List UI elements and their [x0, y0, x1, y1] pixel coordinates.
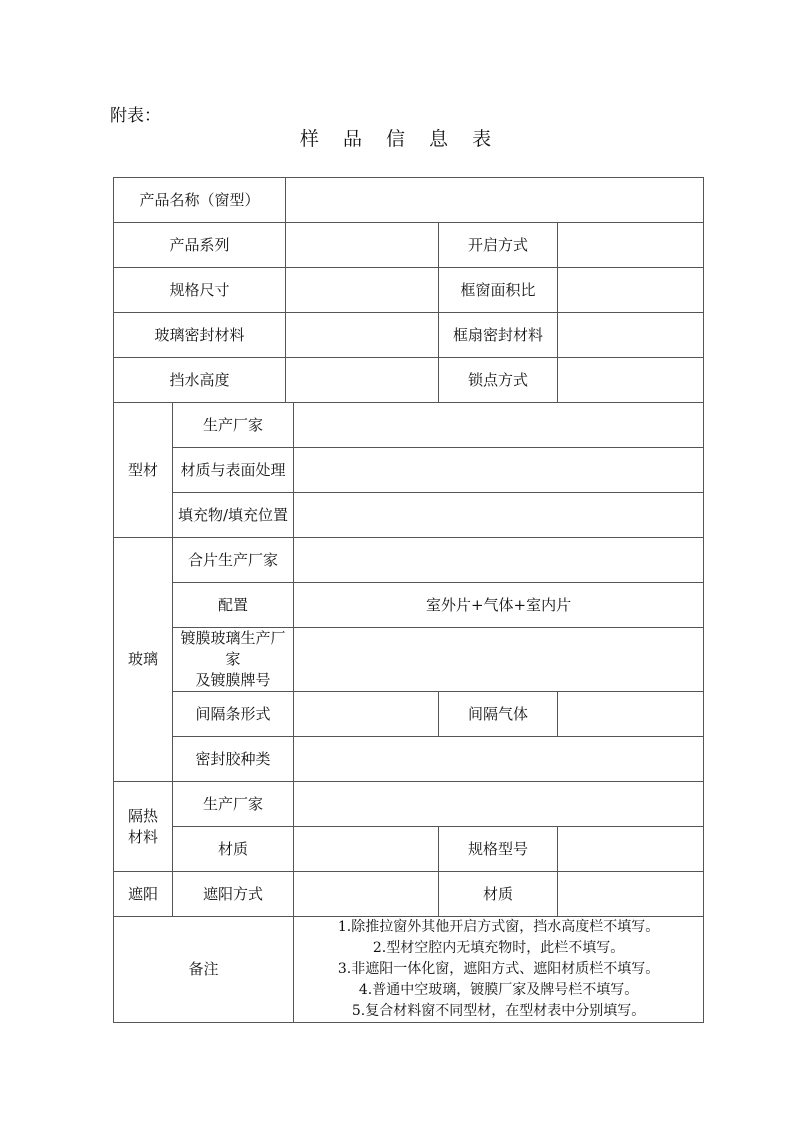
glass-config-label: 配置: [173, 583, 294, 628]
row-water-height: [114, 358, 704, 403]
row-series: [114, 223, 704, 268]
row-insulation-material: [114, 827, 704, 872]
insulation-model-field[interactable]: [558, 827, 704, 872]
opening-method-field[interactable]: [558, 223, 704, 268]
sealant-label: 密封胶种类: [173, 737, 294, 782]
remarks-label: 备注: [114, 917, 294, 1023]
remark-note-1: 1.除推拉窗外其他开启方式窗，挡水高度栏不填写。: [337, 919, 660, 935]
frame-window-ratio-field[interactable]: [558, 268, 704, 313]
row-profile-filler: [114, 493, 704, 538]
coated-glass-label-line1: 镀膜玻璃生产厂家: [180, 629, 286, 668]
laminate-manufacturer-field[interactable]: [294, 538, 704, 583]
insulation-manufacturer-label: 生产厂家: [173, 782, 294, 827]
profile-material-field[interactable]: [294, 448, 704, 493]
row-insulation-manufacturer: [114, 782, 704, 827]
product-series-label: 产品系列: [114, 223, 286, 268]
insulation-material-field[interactable]: [294, 827, 439, 872]
frame-sash-seal-label: 框扇密封材料: [439, 313, 558, 358]
row-sealant: [114, 737, 704, 782]
insulation-group-label-line2: 材料: [127, 827, 158, 846]
attachment-label: 附表：: [110, 106, 161, 126]
row-seal: [114, 313, 704, 358]
size-field[interactable]: [286, 268, 439, 313]
row-product-name: [114, 178, 704, 223]
insulation-group-label-line1: 隔热: [127, 806, 158, 825]
glass-group-label: 玻璃: [114, 538, 173, 782]
remark-note-4: 4.普通中空玻璃，镀膜厂家及牌号栏不填写。: [358, 982, 639, 998]
shading-method-label: 遮阳方式: [173, 872, 294, 917]
lock-method-label: 锁点方式: [439, 358, 558, 403]
coated-glass-label: [173, 628, 294, 692]
row-glass-laminate: [114, 538, 704, 583]
glass-seal-label: 玻璃密封材料: [114, 313, 286, 358]
row-coated-glass: [114, 628, 704, 692]
coated-glass-label-line2: 及镀膜牌号: [195, 671, 271, 689]
opening-method-label: 开启方式: [439, 223, 558, 268]
remarks-notes: [294, 917, 704, 1023]
row-profile-manufacturer: [114, 403, 704, 448]
row-profile-material: [114, 448, 704, 493]
frame-window-ratio-label: 框窗面积比: [439, 268, 558, 313]
water-height-label: 挡水高度: [114, 358, 286, 403]
row-remarks: [114, 917, 704, 1023]
remark-note-3: 3.非遮阳一体化窗，遮阳方式、遮阳材质栏不填写。: [337, 961, 660, 977]
profile-material-label: 材质与表面处理: [173, 448, 294, 493]
insulation-model-label: 规格型号: [439, 827, 558, 872]
profile-filler-label: 填充物/填充位置: [173, 493, 294, 538]
insulation-material-label: 材质: [173, 827, 294, 872]
spacer-gas-field[interactable]: [558, 692, 704, 737]
spacer-field[interactable]: [294, 692, 439, 737]
glass-seal-field[interactable]: [286, 313, 439, 358]
sample-info-form: [113, 177, 704, 1023]
glass-config-value: 室外片+气体+室内片: [294, 583, 704, 628]
page-title: 样 品 信 息 表: [299, 128, 501, 150]
product-name-label: 产品名称（窗型）: [114, 178, 286, 223]
product-name-field[interactable]: [286, 178, 704, 223]
lock-method-field[interactable]: [558, 358, 704, 403]
profile-filler-field[interactable]: [294, 493, 704, 538]
row-size: [114, 268, 704, 313]
remark-note-5: 5.复合材料窗不同型材，在型材表中分别填写。: [351, 1003, 646, 1019]
laminate-manufacturer-label: 合片生产厂家: [173, 538, 294, 583]
row-spacer: [114, 692, 704, 737]
shading-material-label: 材质: [439, 872, 558, 917]
remark-note-2: 2.型材空腔内无填充物时，此栏不填写。: [372, 940, 625, 956]
shading-method-field[interactable]: [294, 872, 439, 917]
spacer-gas-label: 间隔气体: [439, 692, 558, 737]
product-series-field[interactable]: [286, 223, 439, 268]
row-shading: [114, 872, 704, 917]
water-height-field[interactable]: [286, 358, 439, 403]
profile-manufacturer-field[interactable]: [294, 403, 704, 448]
coated-glass-field[interactable]: [294, 628, 704, 692]
row-glass-config: [114, 583, 704, 628]
insulation-manufacturer-field[interactable]: [294, 782, 704, 827]
profile-manufacturer-label: 生产厂家: [173, 403, 294, 448]
spacer-label: 间隔条形式: [173, 692, 294, 737]
profile-group-label: 型材: [114, 403, 173, 538]
size-label: 规格尺寸: [114, 268, 286, 313]
sealant-field[interactable]: [294, 737, 704, 782]
shading-material-field[interactable]: [558, 872, 704, 917]
insulation-group-label: [114, 782, 173, 872]
frame-sash-seal-field[interactable]: [558, 313, 704, 358]
shading-group-label: 遮阳: [114, 872, 173, 917]
